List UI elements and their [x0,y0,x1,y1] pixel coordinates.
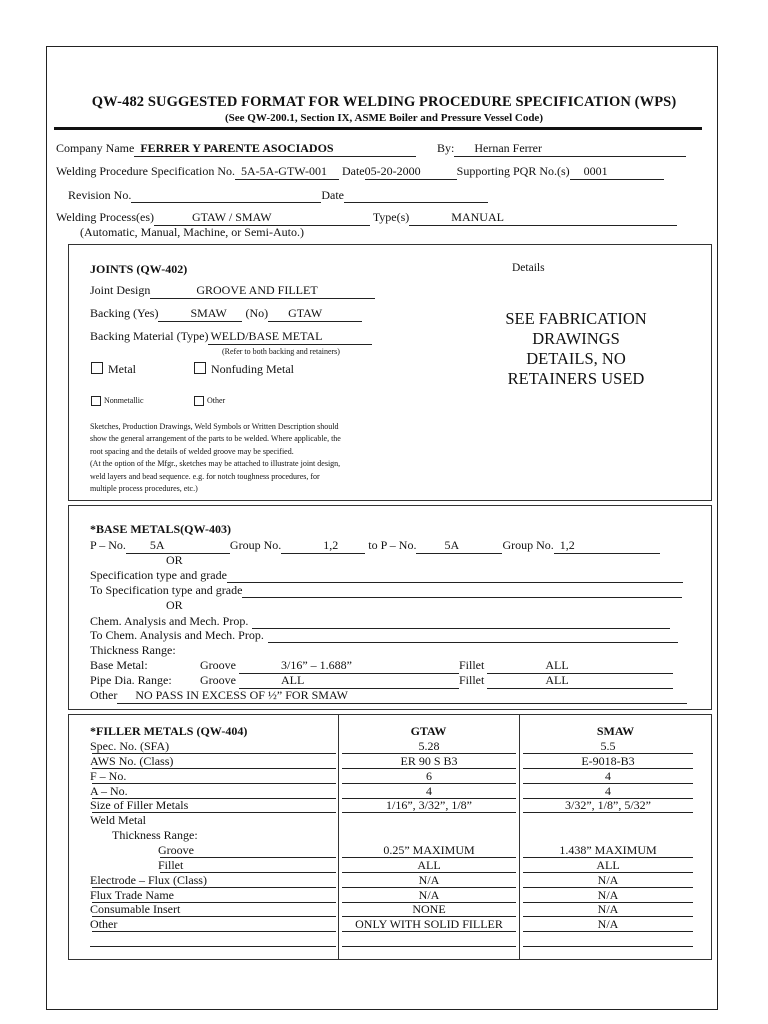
company-name-label: Company Name [56,141,135,155]
backing-material-label: Backing Material (Type) [90,329,209,343]
backing-no-label: (No) [245,306,269,320]
filler-row-label: Thickness Range: [112,828,198,842]
details-line: RETAINERS USED [507,369,645,388]
filler-row-label-line [90,946,336,947]
metal-label: Metal [108,362,136,376]
filler-row-label: Weld Metal [90,813,147,827]
gtaw-value[interactable]: 4 [426,784,432,798]
thickness-label: Thickness Range: [90,643,176,657]
gtaw-value[interactable]: N/A [418,888,440,902]
gtaw-value-line [342,931,516,932]
types-field[interactable]: MANUAL [409,210,677,226]
filler-row-label: Groove [158,843,194,857]
filler-row-label-line [92,783,336,784]
gtaw-value[interactable]: ONLY WITH SOLID FILLER [355,917,503,931]
smaw-value-line [523,812,693,813]
filler-row-label: Other [90,917,118,931]
filler-row-label-line [92,768,336,769]
other-checkbox-label: Other [207,396,226,405]
to-spec-label: To Specification type and grade [90,583,243,597]
gtaw-value[interactable]: 6 [426,769,432,783]
other-field[interactable]: NO PASS IN EXCESS OF ½” FOR SMAW [117,688,687,704]
pqr-field[interactable]: 0001 [570,164,664,180]
group-no-field[interactable]: 1,2 [281,538,365,554]
base-groove-label: Groove [200,658,236,672]
sketch-note [90,421,420,495]
sketch-note-line: multiple process procedures, etc.) [90,484,198,494]
smaw-value[interactable]: ALL [596,858,620,872]
spec-row [90,568,683,583]
p-no-label: P – No. [90,538,126,552]
revision-field[interactable] [131,189,321,203]
smaw-value[interactable]: N/A [597,902,619,916]
to-group-no-label: Group No. [502,538,554,552]
smaw-column-header: SMAW [596,724,635,738]
filler-row-label: Flux Trade Name [90,888,174,902]
process-row [56,210,677,226]
gtaw-column-divider [338,714,339,960]
backing-label: Backing (Yes) [90,306,159,320]
process-note: (Automatic, Manual, Machine, or Semi-Auto.) [80,225,304,239]
sketch-note-line: show the general arrangement of the parts to be welded. Where applicable, the [90,434,341,444]
filler-row-label: Spec. No. (SFA) [90,739,170,753]
gtaw-value[interactable]: 1/16”, 3/32”, 1/8” [386,798,472,812]
pipe-fillet-label: Fillet [459,673,485,687]
form-subtitle: (See QW-200.1, Section IX, ASME Boiler and Pressure Vessel Code) [225,112,543,124]
backing-material-field[interactable]: WELD/BASE METAL [208,329,372,345]
sketch-note-line: Sketches, Production Drawings, Weld Symbols or Written Description should [90,422,339,431]
date-field[interactable]: 05-20-2000 [365,164,457,180]
details-line: DRAWINGS [532,329,620,348]
chem-row [90,614,670,629]
smaw-value[interactable]: 5.5 [600,739,616,753]
nonfusing-checkbox[interactable] [194,362,206,374]
pipe-row [90,673,673,689]
spec-field[interactable] [227,569,683,583]
gtaw-column-header: GTAW [410,724,447,738]
filler-row-label: Consumable Insert [90,902,181,916]
to-spec-row [90,583,682,598]
base-metal-row [90,658,673,674]
gtaw-value[interactable]: 0.25” MAXIMUM [383,843,475,857]
filler-row-label: Fillet [158,858,184,872]
filler-row-label-line [160,857,336,858]
date-label: Date [341,164,365,178]
base-fillet-field[interactable]: ALL [487,658,673,674]
process-field[interactable]: GTAW / SMAW [154,210,370,226]
details-text [476,309,676,389]
filler-metals-heading: *FILLER METALS (QW-404) [90,724,248,738]
details-line: SEE FABRICATION [505,309,647,328]
p-no-field[interactable]: 5A [126,538,230,554]
company-name-row [56,141,416,157]
pipe-groove-field[interactable]: ALL [239,673,459,689]
smaw-value[interactable]: 4 [605,784,611,798]
by-field[interactable]: Hernan Ferrer [454,141,686,157]
to-group-no-field[interactable]: 1,2 [554,538,660,554]
to-chem-row [90,628,678,643]
revision-row [68,188,488,203]
smaw-value[interactable]: N/A [597,917,619,931]
joint-design-row [90,283,375,299]
to-spec-field[interactable] [242,584,682,598]
revision-date-field[interactable] [344,189,488,203]
pipe-fillet-field[interactable]: ALL [487,673,673,689]
base-groove-field[interactable]: 3/16” – 1.688” [239,658,459,674]
to-chem-field[interactable] [268,629,678,643]
or-label: OR [166,553,183,567]
metal-checkbox[interactable] [91,362,103,374]
by-label: By: [437,141,455,155]
wps-no-label: Welding Procedure Specification No. [56,164,235,178]
gtaw-value-line [342,812,516,813]
filler-row-label: AWS No. (Class) [90,754,174,768]
smaw-value[interactable]: E-9018-B3 [581,754,635,768]
other-label: Other [90,688,118,702]
p-no-row [90,538,660,554]
filler-row-label-line [92,916,336,917]
gtaw-value[interactable]: N/A [418,873,440,887]
by-row [437,141,686,157]
smaw-value[interactable]: 4 [605,769,611,783]
smaw-value[interactable]: 3/32”, 1/8”, 5/32” [565,798,651,812]
pqr-label: Supporting PQR No.(s) [456,164,570,178]
filler-row-label: Size of Filler Metals [90,798,189,812]
backing-row [90,306,362,322]
base-metals-heading: *BASE METALS(QW-403) [90,522,232,536]
pipe-groove-label: Groove [200,673,236,687]
title-rule [54,127,702,130]
details-label: Details [512,262,545,274]
filler-row-label-line [92,931,336,932]
to-p-no-label: to P – No. [368,538,417,552]
nonmetallic-checkbox[interactable] [91,396,101,406]
sketch-note-line: root spacing and the details of welded groove may be specified. [90,446,294,456]
or-label: OR [166,598,183,612]
backing-material-row [90,329,372,345]
filler-row-label: A – No. [90,784,128,798]
smaw-value[interactable]: 1.438” MAXIMUM [559,843,657,857]
filler-row-label: Electrode – Flux (Class) [90,873,207,887]
revision-label: Revision No. [68,188,132,202]
gtaw-value[interactable]: 5.28 [418,739,440,753]
wps-no-field[interactable]: 5A-5A-GTW-001 [235,164,339,180]
pipe-label: Pipe Dia. Range: [90,673,172,687]
sketch-note-line: (At the option of the Mfgr., sketches may be attached to illustrate joint design, [90,459,341,469]
joints-heading: JOINTS (QW-402) [90,262,188,276]
to-p-no-field[interactable]: 5A [416,538,502,554]
joint-design-label: Joint Design [90,283,151,297]
form-title: QW-482 SUGGESTED FORMAT FOR WELDING PROCEDURE SPECIFICATION (WPS) [91,94,677,110]
company-name-field[interactable]: FERRER Y PARENTE ASOCIADOS [134,141,416,157]
sketch-note-line: weld layers and bead sequence. e.g. for notch toughness procedures, for [90,471,320,481]
chem-label: Chem. Analysis and Mech. Prop. [90,614,249,628]
filler-row-label: F – No. [90,769,127,783]
backing-note: (Refer to both backing and retainers) [222,347,340,356]
spec-label: Specification type and grade [90,568,227,582]
joint-design-field[interactable]: GROOVE AND FILLET [150,283,375,299]
smaw-value-line [523,931,693,932]
types-label: Type(s) [372,210,410,224]
chem-field[interactable] [252,615,670,629]
group-no-label: Group No. [229,538,282,552]
to-chem-label: To Chem. Analysis and Mech. Prop. [90,628,264,642]
other-checkbox[interactable] [194,396,204,406]
gtaw-value-line [342,946,516,947]
wps-no-row [56,164,664,180]
smaw-value[interactable]: N/A [597,888,619,902]
nonmetallic-label: Nonmetallic [104,396,144,405]
other-row [90,688,687,704]
smaw-value-line [523,946,693,947]
backing-yes-field[interactable]: SMAW [158,306,242,322]
gtaw-value[interactable]: ER 90 S B3 [400,754,458,768]
gtaw-value[interactable]: NONE [412,902,446,916]
process-label: Welding Process(es) [56,210,155,224]
nonfusing-label: Nonfuding Metal [211,362,294,376]
backing-no-field[interactable]: GTAW [268,306,362,322]
smaw-value[interactable]: N/A [597,873,619,887]
base-metal-label: Base Metal: [90,658,148,672]
smaw-column-divider [519,714,520,960]
revision-date-label: Date [321,188,344,202]
details-line: DETAILS, NO [526,349,626,368]
gtaw-value[interactable]: ALL [417,858,441,872]
base-fillet-label: Fillet [459,658,485,672]
